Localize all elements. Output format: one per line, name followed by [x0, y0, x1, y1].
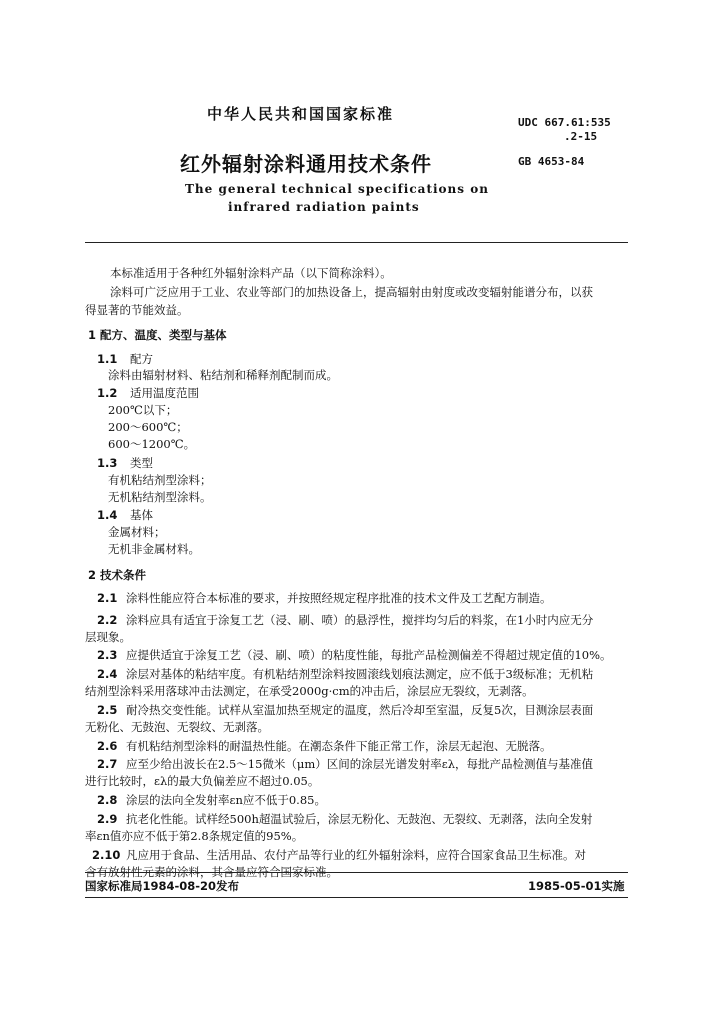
- intro-paragraph-1: 本标准适用于各种红外辐射涂料产品（以下简称涂料）。: [110, 266, 392, 280]
- clause-2-7-text-cont: 进行比较时，ελ的最大负偏差应不超过0.05。: [85, 774, 320, 788]
- clause-2-7-number: 2.7: [97, 757, 118, 771]
- clause-2-5-number: 2.5: [97, 703, 118, 717]
- clause-1-4-number: 1.4: [97, 508, 118, 522]
- clause-2-6-text: 有机粘结剂型涂料的耐温热性能。在潮态条件下能正常工作，涂层无起泡、无脱落。: [126, 739, 552, 753]
- clause-2-10-text: 凡应用于食品、生活用品、农付产品等行业的红外辐射涂料，应符合国家食品卫生标准。对: [126, 848, 586, 862]
- clause-2-8-text: 涂层的法向全发射率εn应不低于0.85。: [126, 793, 326, 807]
- clause-2-6-number: 2.6: [97, 739, 118, 753]
- title-chinese: 红外辐射涂料通用技术条件: [180, 152, 432, 176]
- type-item: 有机粘结剂型涂料；: [108, 473, 212, 487]
- title-english-line1: The general technical specifications on: [185, 182, 489, 196]
- clause-2-10-number: 2.10: [92, 848, 121, 862]
- clause-2-4-number: 2.4: [97, 667, 118, 681]
- temperature-range-item: 200～600℃；: [108, 420, 188, 434]
- clause-1-2-number: 1.2: [97, 386, 118, 400]
- clause-2-2-text: 涂料应具有适宜于涂复工艺（浸、刷、喷）的悬浮性，搅拌均匀后的料浆，在1小时内应无分: [126, 613, 594, 627]
- clause-1-4-title: 基体: [130, 508, 153, 522]
- section-1-heading: 1 配方、温度、类型与基体: [88, 328, 227, 342]
- footer-divider-bottom: [85, 897, 628, 898]
- clause-2-3-text: 应提供适宜于涂复工艺（浸、刷、喷）的粘度性能，每批产品检测偏差不得超过规定值的10%。: [126, 648, 612, 662]
- clause-1-3-number: 1.3: [97, 456, 118, 470]
- clause-2-4-text: 涂层对基体的粘结牢度。有机粘结剂型涂料按圆滚线划痕法测定，应不低于3级标准；无机粘: [126, 667, 594, 681]
- clause-2-5-text-cont: 无粉化、无鼓泡、无裂纹、无剥落。: [85, 720, 269, 734]
- clause-2-1-number: 2.1: [97, 591, 118, 605]
- clause-2-8-number: 2.8: [97, 793, 118, 807]
- clause-2-1-text: 涂料性能应符合本标准的要求，并按照经规定程序批准的技术文件及工艺配方制造。: [126, 591, 552, 605]
- clause-2-9-text: 抗老化性能。试样经500h超温试验后，涂层无粉化、无鼓泡、无裂纹、无剥落，法向全发射: [126, 812, 593, 826]
- title-english-line2: infrared radiation paints: [228, 200, 420, 214]
- footer-divider-top: [85, 872, 628, 873]
- temperature-range-item: 200℃以下；: [108, 403, 178, 417]
- temperature-range-item: 600～1200℃。: [108, 437, 196, 451]
- clause-1-1-text: 涂料由辐射材料、粘结剂和稀释剂配制而成。: [108, 368, 338, 382]
- intro-paragraph-2-line2: 得显著的节能效益。: [85, 303, 189, 317]
- clause-2-7-text: 应至少给出波长在2.5～15微米（μm）区间的涂层光谱发射率ελ，每批产品检测值与基准值: [126, 757, 594, 771]
- substrate-item: 无机非金属材料。: [108, 542, 200, 556]
- udc-code-continued: .2-15: [564, 130, 598, 143]
- standard-number: GB 4653-84: [518, 155, 585, 168]
- issuing-organization: 中华人民共和国国家标准: [207, 105, 395, 123]
- substrate-item: 金属材料；: [108, 525, 166, 539]
- clause-2-2-number: 2.2: [97, 613, 118, 627]
- clause-1-1-number: 1.1: [97, 352, 118, 366]
- implementation-date: 1985-05-01实施: [528, 879, 625, 893]
- clause-1-3-title: 类型: [130, 456, 153, 470]
- udc-code: UDC 667.61:535: [518, 116, 611, 129]
- clause-1-1-title: 配方: [130, 352, 153, 366]
- clause-2-4-text-cont: 结剂型涂料采用落球冲击法测定，在承受2000g·cm的冲击后，涂层应无裂纹，无剥落。: [85, 684, 534, 698]
- publication-date: 国家标准局1984-08-20发布: [85, 879, 240, 893]
- clause-2-9-number: 2.9: [97, 812, 118, 826]
- clause-2-2-text-cont: 层现象。: [85, 630, 131, 644]
- type-item: 无机粘结剂型涂料。: [108, 490, 212, 504]
- header-divider: [85, 242, 628, 243]
- section-2-heading: 2 技术条件: [88, 568, 147, 582]
- clause-2-9-text-cont: 率εn值亦应不低于第2.8条规定值的95%。: [85, 829, 304, 843]
- clause-2-5-text: 耐冷热交变性能。试样从室温加热至规定的温度，然后冷却至室温，反复5次，目测涂层表面: [126, 703, 594, 717]
- clause-2-3-number: 2.3: [97, 648, 118, 662]
- clause-1-2-title: 适用温度范围: [130, 386, 199, 400]
- clause-2-10-text-cont: 含有放射性元素的涂料，其含量应符合国家标准。: [85, 865, 338, 879]
- intro-paragraph-2-line1: 涂料可广泛应用于工业、农业等部门的加热设备上，提高辐射由射度或改变辐射能谱分布，以获: [110, 285, 593, 299]
